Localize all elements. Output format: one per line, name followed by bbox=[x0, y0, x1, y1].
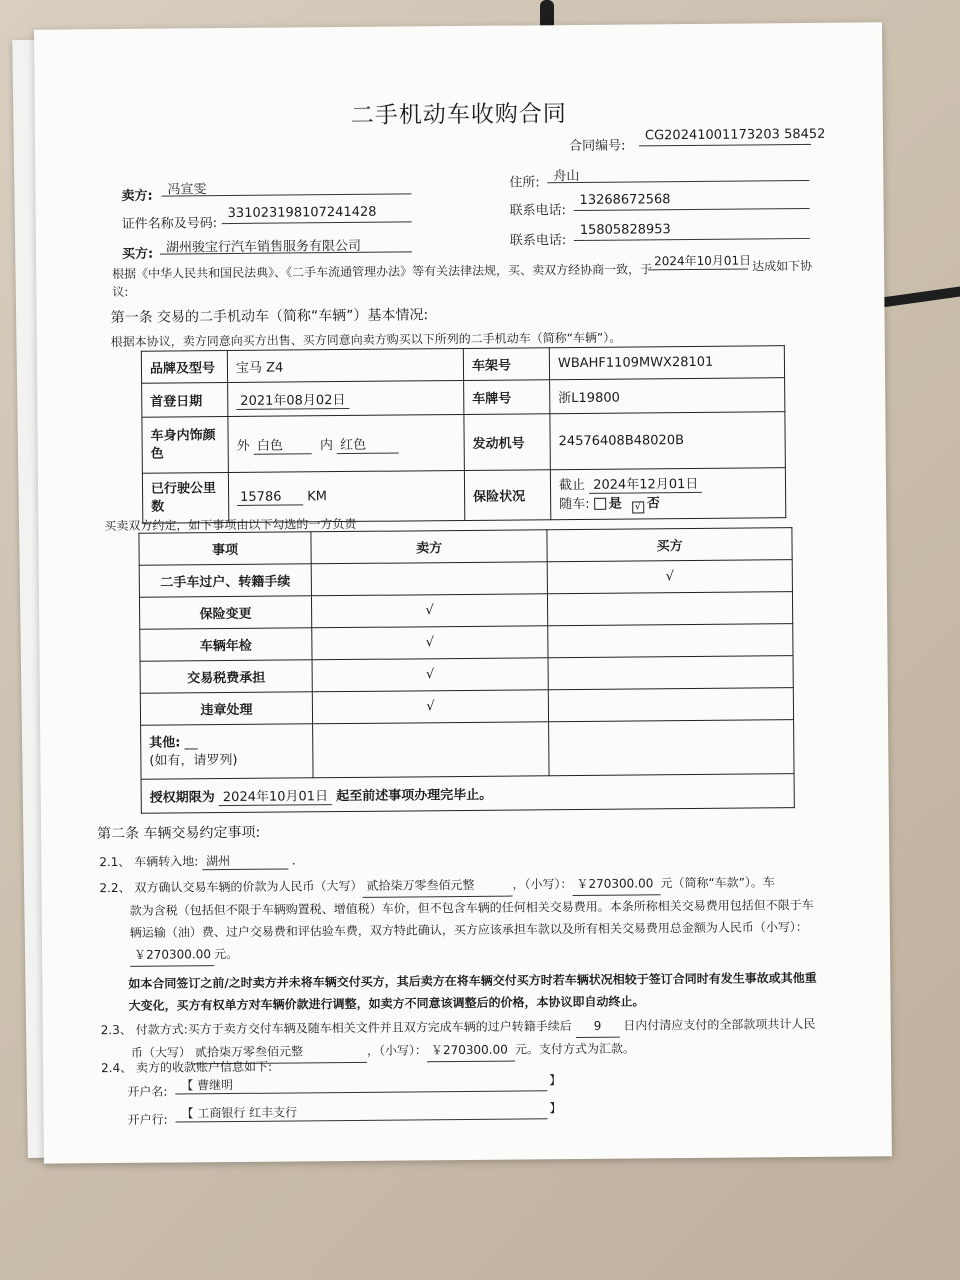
c23-text-c: 币（大写） bbox=[130, 1045, 192, 1060]
other-seller bbox=[313, 722, 549, 778]
row-seller-check bbox=[311, 562, 547, 596]
c23-no: 2.3、 bbox=[100, 1022, 132, 1038]
c23-text-e: 元。支付方式为汇款。 bbox=[514, 1041, 636, 1057]
seller-phone: 13268672568 bbox=[573, 191, 809, 211]
c24-no: 2.4、 bbox=[101, 1060, 133, 1076]
buyer-phone-label: 联系电话: bbox=[509, 233, 567, 249]
with-car-row bbox=[559, 493, 777, 514]
row-seller-check: √ bbox=[312, 658, 548, 692]
no-checkbox[interactable]: √ bbox=[632, 501, 644, 513]
address-value: 舟山 bbox=[547, 163, 809, 183]
other-line bbox=[149, 733, 304, 752]
mileage-label: 已行驶公里数 bbox=[142, 473, 228, 524]
ext-prefix: 外 bbox=[236, 438, 250, 454]
header-buyer: 买方 bbox=[547, 528, 792, 562]
seller-label: 卖方: bbox=[121, 188, 153, 204]
c21-label: 车辆转入地: bbox=[134, 854, 199, 869]
header-seller: 卖方 bbox=[311, 530, 547, 564]
clause-2-4 bbox=[101, 1058, 272, 1076]
c23-text-d: ，（小写）： bbox=[366, 1043, 428, 1058]
c22-yuan: 元。 bbox=[214, 946, 239, 962]
contract-no-label: 合同编号: bbox=[568, 138, 626, 155]
plate-value: 浙L19800 bbox=[550, 378, 785, 414]
address-label: 住所: bbox=[509, 175, 540, 191]
color-cell bbox=[228, 414, 464, 472]
c22-text-a: 双方确认交易车辆的价款为人民币（大写） bbox=[134, 878, 363, 895]
row-item: 保险变更 bbox=[139, 596, 311, 629]
c24-label: 卖方的收款账户信息如下: bbox=[135, 1059, 273, 1075]
acct-bank-label: 开户行: bbox=[127, 1112, 168, 1127]
bold-notice-line1: 如本合同签订之前/之时卖方并未将车辆交付买方，其后卖方在将车辆交付买方时若车辆状况相较于签订合同时有发生事故或其他重 bbox=[128, 970, 817, 991]
price-lower: ￥270300.00 bbox=[572, 872, 660, 896]
seller-phone-label: 联系电话: bbox=[509, 203, 567, 219]
engine-value: 24576408B48020B bbox=[550, 412, 785, 470]
bold-notice bbox=[128, 966, 868, 1016]
article1-title: 第一条 交易的二手机动车（简称“车辆”）基本情况: bbox=[110, 307, 429, 327]
vin-value: WBAHF1109MWX28101 bbox=[549, 346, 784, 380]
row-seller-check: √ bbox=[312, 626, 548, 660]
intro-date: 2024年10月01日 bbox=[648, 251, 748, 270]
row-item: 二手车过户、转籍手续 bbox=[139, 564, 311, 597]
reg-date-value: 2021年08月02日 bbox=[236, 393, 349, 410]
reg-date-cell bbox=[228, 380, 464, 416]
vin-label: 车架号 bbox=[463, 348, 549, 381]
clause-2-2 bbox=[99, 871, 860, 968]
auth-suffix: 起至前述事项办理完毕止。 bbox=[336, 787, 493, 805]
seller-name: 冯宣雯 bbox=[161, 176, 411, 196]
row-seller-check: √ bbox=[311, 594, 547, 628]
yes-label: 是 bbox=[608, 496, 622, 512]
mileage-value: 15786 bbox=[237, 489, 303, 506]
other-label: 其他: bbox=[149, 734, 181, 751]
buyer-label: 买方: bbox=[121, 246, 154, 262]
brand-value: 宝马 Z4 bbox=[227, 348, 463, 382]
cable bbox=[876, 286, 960, 308]
buyer-name: 湖州骏宝行汽车销售服务有限公司 bbox=[160, 234, 412, 254]
acct-name-label: 开户名: bbox=[127, 1084, 168, 1099]
contract-no: CG20241001173203 58452 bbox=[639, 127, 811, 147]
other-blank: __ bbox=[184, 734, 198, 750]
no-label: 否 bbox=[646, 495, 660, 511]
ins-until-label: 截止 bbox=[558, 477, 586, 493]
acct-name: 【 曹继明 bbox=[175, 1073, 547, 1094]
c22-text-c: 元（简称“车款”）。车 bbox=[660, 875, 775, 891]
auth-date: 2024年10月01日 bbox=[219, 789, 332, 806]
row-buyer-check bbox=[548, 656, 793, 690]
c23-lower: ￥270300.00 bbox=[427, 1039, 515, 1063]
insurance-until-row bbox=[559, 474, 777, 495]
row-buyer-check bbox=[548, 688, 793, 722]
color-label: 车身内饰颜色 bbox=[142, 417, 228, 474]
auth-label: 授权期限为 bbox=[149, 790, 215, 806]
acct-name-bracket: 】 bbox=[549, 1073, 562, 1088]
id-label: 证件名称及号码: bbox=[121, 216, 218, 232]
price-upper: 贰拾柒万零叁佰元整 bbox=[362, 874, 512, 898]
mileage-unit: KM bbox=[307, 488, 328, 504]
auth-cell bbox=[141, 774, 794, 814]
c22-total: ￥270300.00 bbox=[130, 943, 214, 967]
c23-upper: 贰拾柒万零叁佰元整 bbox=[191, 1040, 367, 1065]
other-note: (如有，请罗列) bbox=[149, 752, 238, 769]
yes-checkbox[interactable] bbox=[594, 497, 606, 509]
intro-text-end: 达成如下协 bbox=[752, 258, 813, 274]
buyer-phone: 15805828953 bbox=[574, 221, 810, 241]
c21-end: . bbox=[291, 853, 296, 868]
article1-desc: 根据本协议，卖方同意向买方出售、买方同意向卖方购买以下所列的二手机动车（简称“车辆”）。 bbox=[110, 330, 622, 350]
c21-no: 2.1、 bbox=[99, 854, 131, 870]
acct-bank: 【 工商银行 红丰支行 bbox=[175, 1101, 547, 1122]
header-item: 事项 bbox=[139, 532, 311, 565]
row-item: 交易税费承担 bbox=[140, 660, 312, 693]
bold-notice-line2: 大变化，买方有权单方对车辆价款进行调整，如卖方不同意该调整后的价格，本协议即自动终止。 bbox=[128, 994, 645, 1013]
row-buyer-check bbox=[548, 624, 793, 658]
int-color: 红色 bbox=[337, 433, 399, 454]
with-car-label: 随车: bbox=[559, 496, 590, 512]
row-buyer-check: √ bbox=[547, 560, 792, 594]
row-item: 违章处理 bbox=[140, 692, 312, 725]
engine-label: 发动机号 bbox=[464, 414, 550, 471]
ins-until-date: 2024年12月01日 bbox=[589, 476, 702, 493]
row-item: 车辆年检 bbox=[140, 628, 312, 661]
c22-line3: 辆运输（油）费、过户交易费和评估验车费，双方特此确认，买方应该承担车款以及所有相关交易费用总金额为人民币（小写）： bbox=[129, 919, 808, 940]
c23-text-b: 日内付清应支付的全部款项共计人民 bbox=[623, 1016, 816, 1033]
row-buyer-check bbox=[547, 592, 792, 626]
other-buyer bbox=[549, 720, 794, 776]
c23-days: 9 bbox=[575, 1015, 619, 1038]
c22-line2: 款为含税（包括但不限于车辆购置税、增值税）车价，但不包含车辆的任何相关交易费用。本条所称相关交易费用包括但不限于车 bbox=[129, 897, 814, 918]
plate-label: 车牌号 bbox=[464, 380, 550, 415]
int-prefix: 内 bbox=[319, 437, 334, 453]
insurance-label: 保险状况 bbox=[464, 470, 550, 521]
intro-text: 根据《中华人民共和国民法典》、《二手车流通管理办法》等有关法律法规，买、卖双方经协商一致，于 bbox=[112, 262, 653, 282]
reg-date-label: 首登日期 bbox=[142, 383, 228, 418]
other-cell bbox=[141, 724, 313, 779]
table-row-auth bbox=[141, 774, 794, 814]
c23-text-a: 付款方式:买方于卖方交付车辆及随车相关文件并且双方完成车辆的过户转籍手续后 bbox=[135, 1019, 572, 1037]
page-title: 二手机动车收购合同 bbox=[350, 101, 567, 129]
c22-text-b: ，（小写）： bbox=[512, 877, 573, 892]
row-seller-check: √ bbox=[312, 690, 548, 724]
resp-intro-text: 买卖双方约定，如下事项由以下勾选的一方负责 bbox=[104, 516, 357, 534]
c22-no: 2.2、 bbox=[99, 880, 131, 896]
vehicle-table bbox=[141, 345, 786, 524]
c21-place: 湖州 bbox=[202, 852, 288, 871]
clause-2-1 bbox=[99, 851, 296, 871]
id-number: 331023198107241428 bbox=[222, 204, 412, 224]
brand-label: 品牌及型号 bbox=[141, 351, 227, 384]
intro-text-cont: 议: bbox=[112, 284, 129, 300]
table-row-other bbox=[141, 720, 794, 780]
article2-title: 第二条 车辆交易约定事项: bbox=[96, 824, 261, 843]
contract-page bbox=[34, 22, 892, 1163]
ext-color: 白色 bbox=[254, 434, 312, 455]
acct-bank-bracket: 】 bbox=[549, 1101, 562, 1116]
responsibility-table bbox=[138, 527, 794, 814]
insurance-cell bbox=[550, 468, 785, 520]
